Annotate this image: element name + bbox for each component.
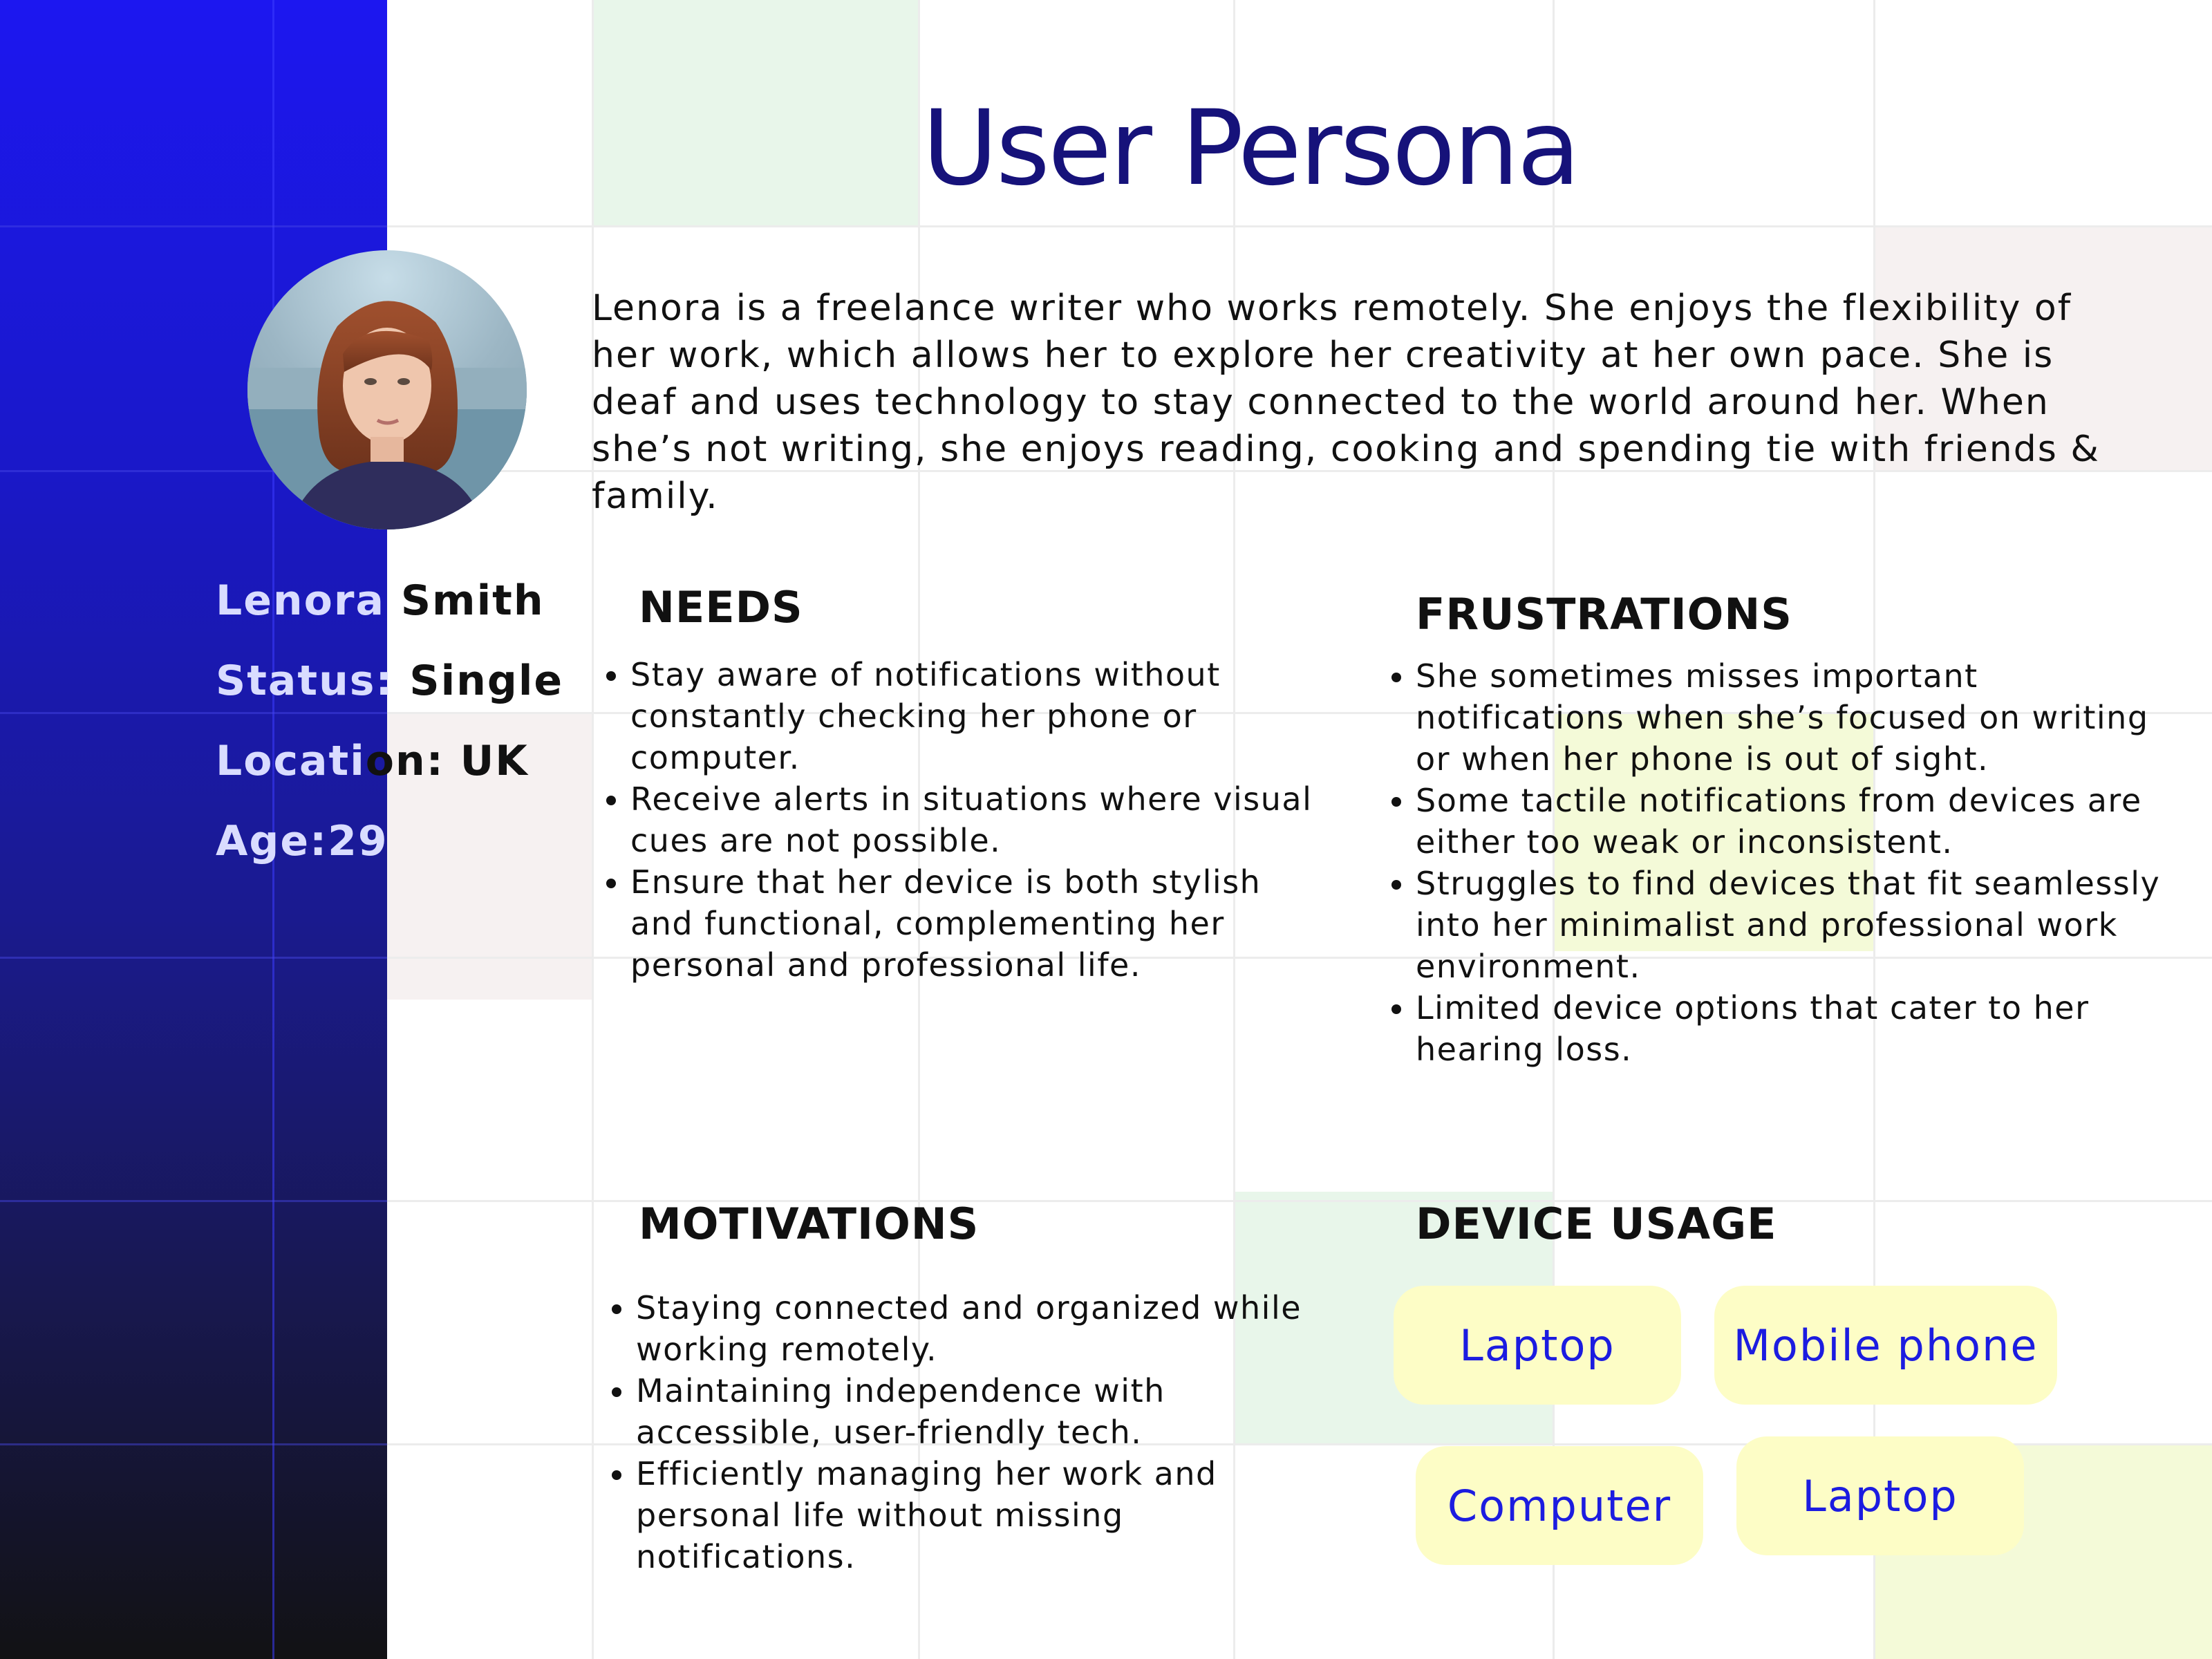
profile-age-value: Age:29 [216,817,388,865]
bg-tint-green-top [592,0,919,225]
profile-status-value: Single [409,657,564,705]
needs-list [590,654,1329,986]
portrait-illustration [247,250,527,529]
device-chip-laptop[interactable]: Laptop [1736,1436,2024,1555]
device-chip-laptop[interactable]: Laptop [1394,1286,1681,1405]
frustrations-list [1376,655,2162,1070]
list-item: • Limited device options that cater to her hearing loss. [1416,987,2162,1070]
profile-age [216,817,388,865]
list-item: • Staying connected and organized while working remotely. [636,1287,1334,1370]
list-item: • Ensure that her device is both stylish and functional, complementing her personal and professional life. [630,861,1329,986]
frustrations-heading: FRUSTRATIONS [1416,589,1792,639]
list-item: • Stay aware of notifications without constantly checking her phone or computer. [630,654,1329,778]
needs-heading: NEEDS [639,582,803,632]
profile-name-first: Lenora [216,577,385,625]
sidebar-grid-line [0,1443,387,1445]
motivations-heading: MOTIVATIONS [639,1199,980,1249]
list-item: • Efficiently managing her work and personal life without missing notifications. [636,1453,1334,1577]
profile-status [216,657,563,705]
list-item: • Some tactile notifications from devices are either too weak or inconsistent. [1416,780,2162,863]
profile-name [216,577,545,625]
device-chip-computer[interactable]: Computer [1416,1446,1703,1565]
sidebar-grid-line [0,712,387,714]
list-item: • Receive alerts in situations where visual cues are not possible. [630,778,1329,861]
device-usage-heading: DEVICE USAGE [1416,1199,1777,1249]
list-item: • Maintaining independence with accessible, user-friendly tech. [636,1370,1334,1453]
avatar [247,250,527,529]
sidebar-grid-line [0,957,387,959]
profile-location-label: Locati [216,737,366,785]
sidebar-grid-line [0,225,387,227]
device-chip-mobile-phone[interactable]: Mobile phone [1714,1286,2057,1405]
profile-status-label: Status: [216,657,410,705]
grid-line [387,225,2212,227]
sidebar-grid-line [0,1200,387,1202]
list-item: • Struggles to find devices that fit seamlessly into her minimalist and professional work environment. [1416,863,2162,987]
persona-bio: Lenora is a freelance writer who works remotely. She enjoys the flexibility of her work, which allows her to explore her creativity at her own pace. She is deaf and uses technology to stay connected to the world around her. When she’s not writing, she enjoys reading, cooking and spending tie with friends & family. [592,288,2100,517]
list-item: • She sometimes misses important notifications when she’s focused on writing or when her phone is out of sight. [1416,655,2162,780]
page-title: User Persona [922,88,1579,209]
profile-name-last: Smith [384,577,545,625]
profile-location-value: on: UK [365,737,529,785]
profile-location [216,737,529,785]
motivations-list [596,1287,1334,1577]
